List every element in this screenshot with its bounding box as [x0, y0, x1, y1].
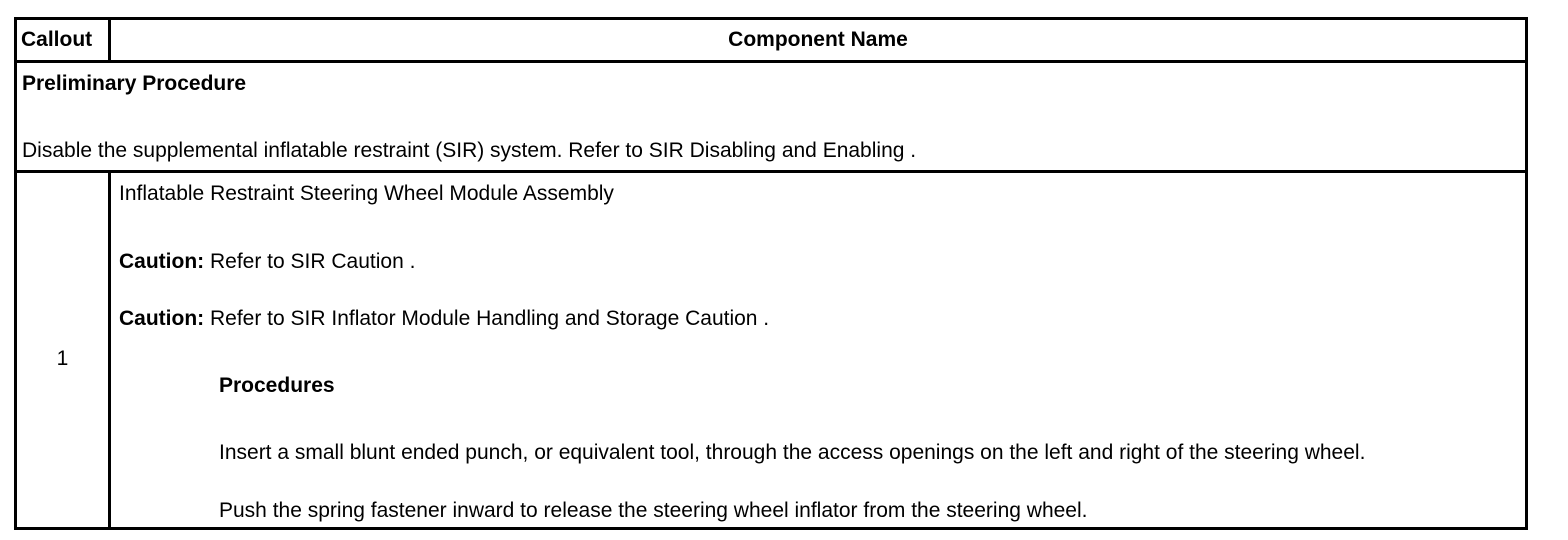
- preliminary-procedure-title: Preliminary Procedure: [22, 72, 247, 95]
- procedure-table: [14, 17, 1528, 530]
- component-cell: [111, 173, 1525, 527]
- caution-text: Refer to SIR Caution .: [204, 250, 416, 273]
- preliminary-procedure-row: [17, 63, 1525, 173]
- table-row: [17, 173, 1525, 527]
- caution-line: [119, 250, 415, 274]
- caution-label: Caution:: [119, 250, 205, 273]
- component-name-header-cell: [111, 20, 1525, 60]
- callout-number: 1: [56, 347, 69, 370]
- caution-text: Refer to SIR Inflator Module Handling and Storage Caution .: [204, 307, 770, 330]
- callout-header: Callout: [21, 28, 93, 51]
- callout-header-cell: [17, 20, 111, 60]
- table-header-row: [17, 20, 1525, 63]
- callout-cell: [17, 173, 111, 527]
- procedure-step: Insert a small blunt ended punch, or equivalent tool, through the access openings on the left and right of the steering wheel.: [219, 441, 1366, 464]
- preliminary-procedure-text: Disable the supplemental inflatable restraint (SIR) system. Refer to SIR Disabling and Enabling .: [22, 139, 917, 162]
- procedures-heading: Procedures: [219, 374, 335, 397]
- caution-label: Caution:: [119, 307, 205, 330]
- procedure-step: Push the spring fastener inward to release the steering wheel inflator from the steering wheel.: [219, 499, 1088, 522]
- caution-line: [119, 307, 769, 331]
- component-name-header: Component Name: [728, 28, 908, 51]
- component-name: Inflatable Restraint Steering Wheel Module Assembly: [119, 182, 614, 205]
